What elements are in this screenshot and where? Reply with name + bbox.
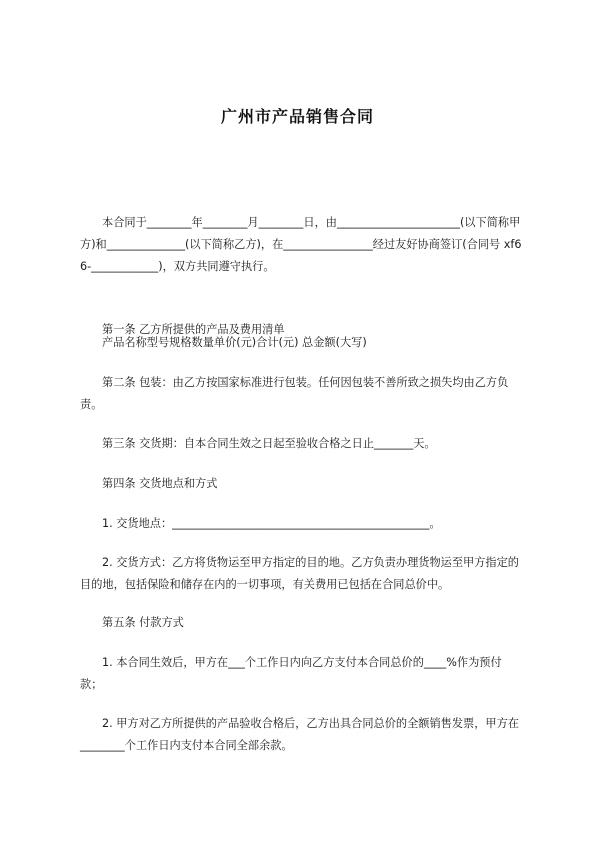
delivery-method: 2. 交货方式：乙方将货物运至甲方指定的目的地。乙方负责办理货物运至甲方指定的目的地，包括保险和储存在内的一切事项，有关费用已包括在合同总价中。: [80, 556, 519, 591]
payment-clause-2: 2. 甲方对乙方所提供的产品验收合格后，乙方出具合同总价的全额销售发票，甲方在________个工作日内支付本合同全部余款。: [80, 717, 519, 752]
payment-clause-1: 1. 本合同生效后，甲方在___个工作日内向乙方支付本合同总价的____%作为预付款；: [80, 656, 502, 691]
article-4-heading: 第四条 交货地点和方式: [102, 477, 218, 490]
article-5-heading: 第五条 付款方式: [102, 616, 184, 629]
product-list-header: 产品名称型号规格数量单价(元)合计(元) 总金额(大写): [102, 336, 367, 349]
page-title: 广州市产品销售合同: [220, 107, 374, 126]
article-3-delivery-period: 第三条 交货期：自本合同生效之日起至验收合格之日止_______天。: [102, 437, 436, 450]
article-1-heading: 第一条 乙方所提供的产品及费用清单: [102, 323, 285, 336]
intro-paragraph: 本合同于________年________月________日，由______________________(以下简称甲方)和______________(以下简称乙方)，在________________经过友好协商签订(合同号 xf66-____________)，双方共同遵守执行。: [80, 216, 522, 273]
delivery-location: 1. 交货地点：______________________________________________。: [102, 517, 441, 530]
article-2-packaging: 第二条 包装：由乙方按国家标准进行包装。任何因包装不善所致之损失均由乙方负责。: [80, 376, 509, 411]
